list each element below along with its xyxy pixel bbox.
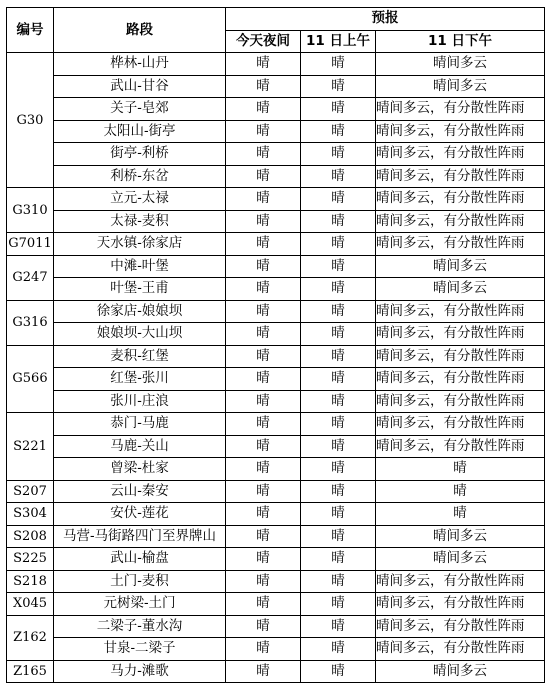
morning-cell: 晴 [301, 660, 376, 683]
morning-cell: 晴 [301, 255, 376, 278]
tonight-cell: 晴 [226, 368, 301, 391]
route-segment-cell: 张川-庄浪 [54, 390, 226, 413]
header-tonight: 今天夜间 [226, 30, 301, 53]
morning-cell: 晴 [301, 503, 376, 526]
tonight-cell: 晴 [226, 165, 301, 188]
table-row [7, 638, 545, 661]
route-code-cell: S225 [7, 548, 54, 571]
morning-cell: 晴 [301, 390, 376, 413]
table-row [7, 345, 545, 368]
morning-cell: 晴 [301, 120, 376, 143]
tonight-cell: 晴 [226, 593, 301, 616]
table-row [7, 480, 545, 503]
tonight-cell: 晴 [226, 323, 301, 346]
afternoon-cell: 晴间多云，有分散性阵雨 [376, 120, 545, 143]
table-row [7, 390, 545, 413]
route-segment-cell: 恭门-马鹿 [54, 413, 226, 436]
morning-cell: 晴 [301, 593, 376, 616]
tonight-cell: 晴 [226, 75, 301, 98]
route-segment-cell: 桦林-山丹 [54, 53, 226, 76]
route-segment-cell: 安伏-莲花 [54, 503, 226, 526]
table-row [7, 525, 545, 548]
tonight-cell: 晴 [226, 278, 301, 301]
afternoon-cell: 晴 [376, 503, 545, 526]
tonight-cell: 晴 [226, 188, 301, 211]
morning-cell: 晴 [301, 210, 376, 233]
tonight-cell: 晴 [226, 480, 301, 503]
afternoon-cell: 晴间多云 [376, 75, 545, 98]
morning-cell: 晴 [301, 143, 376, 166]
table-row [7, 570, 545, 593]
route-segment-cell: 马营-马街路四门至界牌山 [54, 525, 226, 548]
route-segment-cell: 天水镇-徐家店 [54, 233, 226, 256]
morning-cell: 晴 [301, 548, 376, 571]
tonight-cell: 晴 [226, 413, 301, 436]
header-route: 路段 [54, 8, 226, 53]
table-row [7, 165, 545, 188]
table-row [7, 233, 545, 256]
table-row [7, 503, 545, 526]
morning-cell: 晴 [301, 165, 376, 188]
route-segment-cell: 太禄-麦积 [54, 210, 226, 233]
table-row [7, 278, 545, 301]
morning-cell: 晴 [301, 75, 376, 98]
tonight-cell: 晴 [226, 570, 301, 593]
tonight-cell: 晴 [226, 143, 301, 166]
tonight-cell: 晴 [226, 255, 301, 278]
table-row [7, 615, 545, 638]
route-segment-cell: 娘娘坝-大山坝 [54, 323, 226, 346]
table-body [7, 53, 545, 683]
afternoon-cell: 晴间多云 [376, 53, 545, 76]
table-row [7, 593, 545, 616]
table-row [7, 98, 545, 121]
route-code-cell: Z165 [7, 660, 54, 683]
tonight-cell: 晴 [226, 345, 301, 368]
table-row [7, 323, 545, 346]
route-code-cell: G30 [7, 53, 54, 188]
tonight-cell: 晴 [226, 120, 301, 143]
route-segment-cell: 太阳山-街亭 [54, 120, 226, 143]
tonight-cell: 晴 [226, 435, 301, 458]
route-code-cell: G310 [7, 188, 54, 233]
route-segment-cell: 街亭-利桥 [54, 143, 226, 166]
morning-cell: 晴 [301, 278, 376, 301]
tonight-cell: 晴 [226, 503, 301, 526]
route-code-cell: S221 [7, 413, 54, 481]
table-row [7, 120, 545, 143]
morning-cell: 晴 [301, 413, 376, 436]
morning-cell: 晴 [301, 570, 376, 593]
route-code-cell: S218 [7, 570, 54, 593]
afternoon-cell: 晴间多云，有分散性阵雨 [376, 210, 545, 233]
route-code-cell: G247 [7, 255, 54, 300]
table-row [7, 300, 545, 323]
afternoon-cell: 晴间多云 [376, 548, 545, 571]
afternoon-cell: 晴间多云，有分散性阵雨 [376, 435, 545, 458]
table-header [7, 8, 545, 53]
route-segment-cell: 中滩-叶堡 [54, 255, 226, 278]
table-row [7, 458, 545, 481]
route-code-cell: Z162 [7, 615, 54, 660]
route-code-cell: S208 [7, 525, 54, 548]
morning-cell: 晴 [301, 638, 376, 661]
route-segment-cell: 利桥-东岔 [54, 165, 226, 188]
afternoon-cell: 晴间多云，有分散性阵雨 [376, 188, 545, 211]
afternoon-cell: 晴间多云，有分散性阵雨 [376, 165, 545, 188]
morning-cell: 晴 [301, 323, 376, 346]
tonight-cell: 晴 [226, 615, 301, 638]
route-segment-cell: 马力-滩歌 [54, 660, 226, 683]
morning-cell: 晴 [301, 480, 376, 503]
route-segment-cell: 曾梁-杜家 [54, 458, 226, 481]
table-row [7, 368, 545, 391]
tonight-cell: 晴 [226, 525, 301, 548]
table-row [7, 188, 545, 211]
morning-cell: 晴 [301, 435, 376, 458]
afternoon-cell: 晴间多云，有分散性阵雨 [376, 615, 545, 638]
route-segment-cell: 红堡-张川 [54, 368, 226, 391]
table-row [7, 660, 545, 683]
afternoon-cell: 晴 [376, 480, 545, 503]
table-row [7, 75, 545, 98]
tonight-cell: 晴 [226, 390, 301, 413]
afternoon-cell: 晴间多云，有分散性阵雨 [376, 323, 545, 346]
afternoon-cell: 晴间多云 [376, 255, 545, 278]
morning-cell: 晴 [301, 615, 376, 638]
afternoon-cell: 晴间多云，有分散性阵雨 [376, 98, 545, 121]
afternoon-cell: 晴间多云，有分散性阵雨 [376, 413, 545, 436]
tonight-cell: 晴 [226, 458, 301, 481]
morning-cell: 晴 [301, 345, 376, 368]
tonight-cell: 晴 [226, 210, 301, 233]
tonight-cell: 晴 [226, 300, 301, 323]
route-segment-cell: 叶堡-王甫 [54, 278, 226, 301]
header-morning: 11 日上午 [301, 30, 376, 53]
header-forecast: 预报 [226, 8, 545, 31]
afternoon-cell: 晴间多云 [376, 278, 545, 301]
header-afternoon: 11 日下午 [376, 30, 545, 53]
table-row [7, 548, 545, 571]
tonight-cell: 晴 [226, 233, 301, 256]
route-segment-cell: 立元-太禄 [54, 188, 226, 211]
morning-cell: 晴 [301, 188, 376, 211]
morning-cell: 晴 [301, 233, 376, 256]
afternoon-cell: 晴间多云 [376, 525, 545, 548]
route-segment-cell: 马鹿-关山 [54, 435, 226, 458]
route-segment-cell: 武山-甘谷 [54, 75, 226, 98]
table-row [7, 143, 545, 166]
forecast-table-container [6, 7, 545, 683]
route-code-cell: S304 [7, 503, 54, 526]
afternoon-cell: 晴间多云，有分散性阵雨 [376, 390, 545, 413]
route-segment-cell: 土门-麦积 [54, 570, 226, 593]
morning-cell: 晴 [301, 368, 376, 391]
afternoon-cell: 晴间多云，有分散性阵雨 [376, 593, 545, 616]
tonight-cell: 晴 [226, 98, 301, 121]
route-segment-cell: 甘泉-二梁子 [54, 638, 226, 661]
morning-cell: 晴 [301, 98, 376, 121]
afternoon-cell: 晴间多云，有分散性阵雨 [376, 143, 545, 166]
route-segment-cell: 武山-榆盘 [54, 548, 226, 571]
route-segment-cell: 二梁子-董水沟 [54, 615, 226, 638]
tonight-cell: 晴 [226, 53, 301, 76]
route-segment-cell: 关子-皂郊 [54, 98, 226, 121]
afternoon-cell: 晴间多云，有分散性阵雨 [376, 233, 545, 256]
afternoon-cell: 晴 [376, 458, 545, 481]
afternoon-cell: 晴间多云 [376, 660, 545, 683]
route-segment-cell: 元树梁-土门 [54, 593, 226, 616]
morning-cell: 晴 [301, 53, 376, 76]
route-code-cell: G316 [7, 300, 54, 345]
morning-cell: 晴 [301, 458, 376, 481]
route-code-cell: G7011 [7, 233, 54, 256]
afternoon-cell: 晴间多云，有分散性阵雨 [376, 368, 545, 391]
tonight-cell: 晴 [226, 638, 301, 661]
table-row [7, 255, 545, 278]
route-code-cell: G566 [7, 345, 54, 413]
table-row [7, 435, 545, 458]
header-code: 编号 [7, 8, 54, 53]
morning-cell: 晴 [301, 525, 376, 548]
table-row [7, 53, 545, 76]
route-code-cell: X045 [7, 593, 54, 616]
table-row [7, 210, 545, 233]
route-segment-cell: 云山-秦安 [54, 480, 226, 503]
tonight-cell: 晴 [226, 660, 301, 683]
afternoon-cell: 晴间多云，有分散性阵雨 [376, 638, 545, 661]
route-segment-cell: 徐家店-娘娘坝 [54, 300, 226, 323]
tonight-cell: 晴 [226, 548, 301, 571]
route-code-cell: S207 [7, 480, 54, 503]
forecast-table [6, 7, 545, 683]
morning-cell: 晴 [301, 300, 376, 323]
table-row [7, 413, 545, 436]
afternoon-cell: 晴间多云，有分散性阵雨 [376, 300, 545, 323]
afternoon-cell: 晴间多云，有分散性阵雨 [376, 345, 545, 368]
afternoon-cell: 晴间多云，有分散性阵雨 [376, 570, 545, 593]
route-segment-cell: 麦积-红堡 [54, 345, 226, 368]
